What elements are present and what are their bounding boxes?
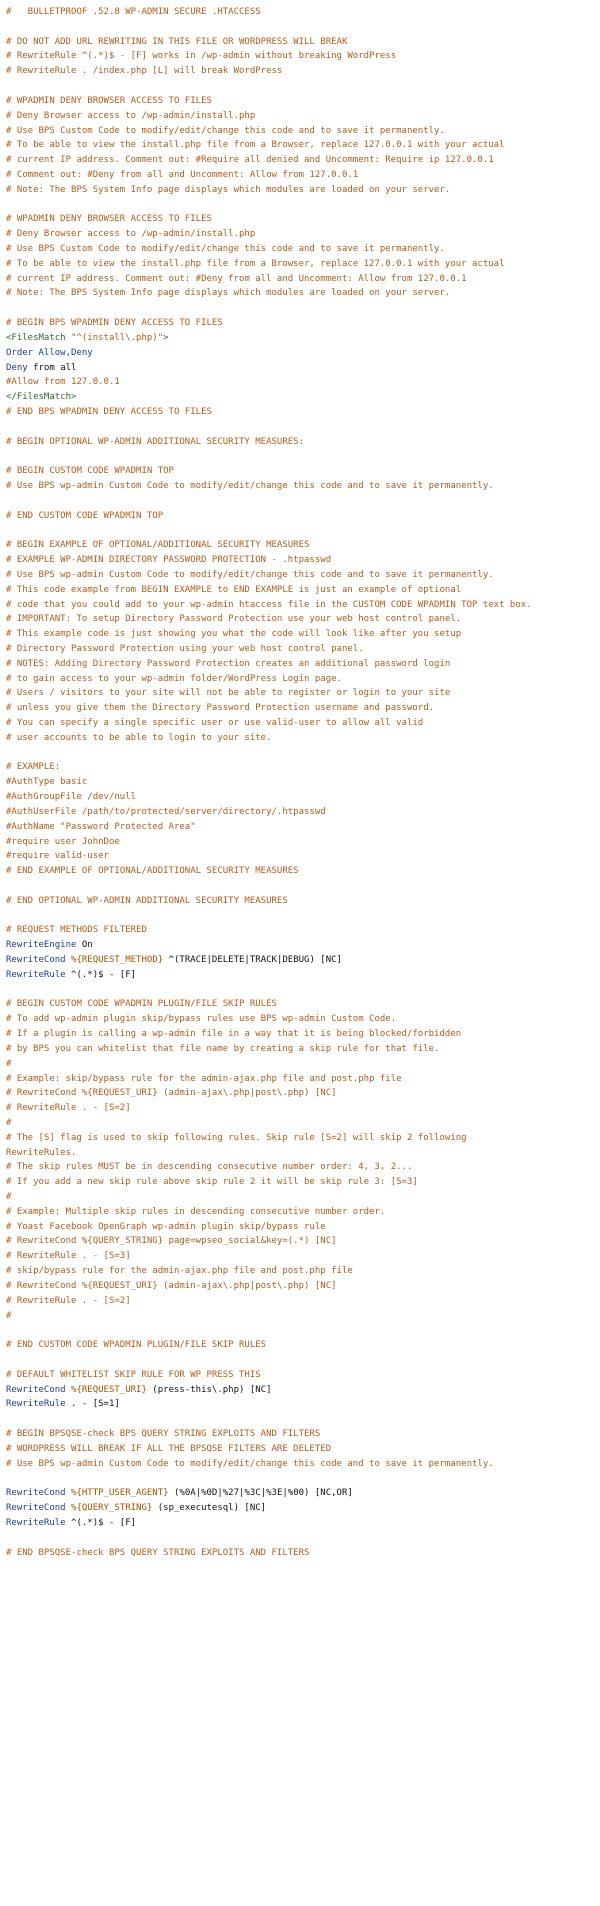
comment-token: # To be able to view the install.php file from a Browser, replace 127.0.0.1 with your actual bbox=[6, 258, 505, 269]
code-line bbox=[6, 1012, 600, 1027]
comment-token: # BEGIN CUSTOM CODE WPADMIN TOP bbox=[6, 466, 174, 477]
code-line bbox=[6, 449, 600, 464]
comment-token: # WPADMIN DENY BROWSER ACCESS TO FILES bbox=[6, 95, 212, 106]
code-line bbox=[6, 701, 600, 716]
comment-token: # Yoast Facebook OpenGraph wp-admin plugin skip/bypass rule bbox=[6, 1221, 326, 1232]
comment-token: # by BPS you can whitelist that file name by creating a skip rule for that file. bbox=[6, 1043, 440, 1054]
code-line bbox=[6, 1205, 600, 1220]
code-line bbox=[6, 509, 600, 524]
code-line bbox=[6, 124, 600, 139]
code-line bbox=[6, 109, 600, 124]
code-line bbox=[6, 1146, 600, 1161]
code-line bbox=[6, 1057, 600, 1072]
comment-token: #Allow from 127.0.0.1 bbox=[6, 377, 120, 388]
comment-token: # Deny Browser access to /wp-admin/install.php bbox=[6, 229, 256, 240]
comment-token: # END BPSQSE-check BPS QUERY STRING EXPLOITS AND FILTERS bbox=[6, 1547, 310, 1558]
code-line bbox=[6, 1427, 600, 1442]
code-line bbox=[6, 1116, 600, 1131]
code-line bbox=[6, 894, 600, 909]
code-line bbox=[6, 627, 600, 642]
code-line bbox=[6, 94, 600, 109]
comment-token: # current IP address. Comment out: #Deny from all and Uncomment: Allow from 127.0.0.1 bbox=[6, 273, 467, 284]
comment-token: # EXAMPLE WP-ADMIN DIRECTORY PASSWORD PROTECTION - .htpasswd bbox=[6, 555, 332, 566]
code-line bbox=[6, 835, 600, 850]
code-line bbox=[6, 968, 600, 983]
comment-token: # If you add a new skip rule above skip rule 2 it will be skip rule 3: [S=3] bbox=[6, 1177, 418, 1188]
code-line bbox=[6, 1190, 600, 1205]
comment-token: # To add wp-admin plugin skip/bypass rules use BPS wp-admin Custom Code. bbox=[6, 1014, 397, 1025]
code-line bbox=[6, 1086, 600, 1101]
comment-token: # RewriteRule . /index.php [L] will break WordPress bbox=[6, 66, 283, 77]
code-line bbox=[6, 420, 600, 435]
comment-token: # RewriteCond %{QUERY_STRING} page=wpseo_social&key=(.*) [NC] bbox=[6, 1236, 337, 1247]
code-line bbox=[6, 820, 600, 835]
comment-token: # code that you could add to your wp-admin htaccess file in the CUSTOM CODE WPADMIN TOP text box. bbox=[6, 599, 532, 610]
code-line bbox=[6, 1397, 600, 1412]
comment-token: # This code example from BEGIN EXAMPLE to END EXAMPLE is just an example of optional bbox=[6, 584, 462, 595]
code-line bbox=[6, 1249, 600, 1264]
comment-token: # Users / visitors to your site will not be able to register or login to your site bbox=[6, 688, 451, 699]
code-line bbox=[6, 1160, 600, 1175]
comment-token: #require valid-user bbox=[6, 851, 109, 862]
code-line bbox=[6, 523, 600, 538]
comment-token: # RewriteRule ^(.*)$ - [F] works in /wp-admin without breaking WordPress bbox=[6, 51, 397, 62]
comment-token: # RewriteRule . - [S=2] bbox=[6, 1103, 131, 1114]
code-line bbox=[6, 1264, 600, 1279]
code-line bbox=[6, 5, 600, 20]
code-line bbox=[6, 538, 600, 553]
code-line bbox=[6, 805, 600, 820]
directive-token: Deny bbox=[6, 362, 28, 373]
code-line bbox=[6, 272, 600, 287]
code-line bbox=[6, 953, 600, 968]
code-line bbox=[6, 553, 600, 568]
code-line bbox=[6, 1309, 600, 1324]
code-line bbox=[6, 64, 600, 79]
comment-token: # skip/bypass rule for the admin-ajax.php file and post.php file bbox=[6, 1266, 353, 1277]
comment-token: # WPADMIN DENY BROWSER ACCESS TO FILES bbox=[6, 214, 212, 225]
code-line bbox=[6, 35, 600, 50]
comment-token: # END CUSTOM CODE WPADMIN PLUGIN/FILE SKIP RULES bbox=[6, 1340, 267, 1351]
comment-token: # Deny Browser access to /wp-admin/install.php bbox=[6, 110, 256, 121]
comment-token: # Use BPS Custom Code to modify/edit/change this code and to save it permanently. bbox=[6, 244, 445, 254]
directive-token: RewriteRule bbox=[6, 969, 66, 980]
code-line bbox=[6, 1501, 600, 1516]
code-line bbox=[6, 1042, 600, 1057]
directive-token: RewriteCond bbox=[6, 1503, 66, 1514]
text-token: ^(.*)$ - [F] bbox=[65, 1517, 137, 1528]
variable-token: %{HTTP_USER_AGENT} bbox=[71, 1488, 169, 1499]
code-line bbox=[6, 923, 600, 938]
code-line bbox=[6, 79, 600, 94]
tag-token: <FilesMatch bbox=[6, 332, 72, 343]
code-line bbox=[6, 183, 600, 198]
text-token: (%0A|%0D|%27|%3C|%3E|%00) [NC,OR] bbox=[168, 1488, 353, 1499]
comment-token: # RewriteRule . - [S=2] bbox=[6, 1295, 131, 1306]
code-line bbox=[6, 1471, 600, 1486]
comment-token: # BEGIN EXAMPLE OF OPTIONAL/ADDITIONAL SECURITY MEASURES bbox=[6, 540, 310, 551]
code-line bbox=[6, 1457, 600, 1472]
code-line bbox=[6, 464, 600, 479]
code-line bbox=[6, 983, 600, 998]
comment-token: # END BPS WPADMIN DENY ACCESS TO FILES bbox=[6, 406, 212, 417]
comment-token: # EXAMPLE: bbox=[6, 762, 61, 773]
comment-token: # WORDPRESS WILL BREAK IF ALL THE BPSQSE FILTERS ARE DELETED bbox=[6, 1443, 332, 1454]
comment-token: # DEFAULT WHITELIST SKIP RULE FOR WP PRESS THIS bbox=[6, 1369, 261, 1380]
comment-token: # Use BPS wp-admin Custom Code to modify/edit/change this code and to save it permanently. bbox=[6, 481, 494, 491]
directive-token: RewriteRule bbox=[6, 1517, 66, 1528]
code-line bbox=[6, 257, 600, 272]
code-line bbox=[6, 598, 600, 613]
code-line bbox=[6, 227, 600, 242]
comment-token: # bbox=[6, 1058, 12, 1069]
code-line bbox=[6, 49, 600, 64]
code-line bbox=[6, 1101, 600, 1116]
comment-token: #AuthName "Password Protected Area" bbox=[6, 821, 196, 832]
code-line bbox=[6, 198, 600, 213]
code-line bbox=[6, 405, 600, 420]
comment-token: # bbox=[6, 1117, 12, 1128]
code-line bbox=[6, 1412, 600, 1427]
code-line bbox=[6, 1323, 600, 1338]
code-line bbox=[6, 686, 600, 701]
code-line bbox=[6, 1294, 600, 1309]
comment-token: # unless you give them the Directory Password Protection username and password. bbox=[6, 703, 435, 714]
code-line bbox=[6, 612, 600, 627]
directive-token: RewriteCond bbox=[6, 955, 66, 965]
variable-token: %{REQUEST_METHOD} bbox=[71, 955, 164, 965]
comment-token: # BEGIN CUSTOM CODE WPADMIN PLUGIN/FILE SKIP RULES bbox=[6, 999, 277, 1010]
directive-token: Order Allow,Deny bbox=[6, 347, 93, 358]
code-line bbox=[6, 435, 600, 450]
code-line bbox=[6, 1486, 600, 1501]
code-line bbox=[6, 775, 600, 790]
code-line bbox=[6, 879, 600, 894]
code-line bbox=[6, 864, 600, 879]
variable-token: %{REQUEST_URI} bbox=[71, 1384, 147, 1395]
comment-token: # RewriteCond %{REQUEST_URI} (admin-ajax\.php|post\.php) [NC] bbox=[6, 1280, 337, 1291]
code-line bbox=[6, 1353, 600, 1368]
comment-token: # END EXAMPLE OF OPTIONAL/ADDITIONAL SECURITY MEASURES bbox=[6, 866, 299, 877]
comment-token: # The skip rules MUST be in descending consecutive number order: 4, 3, 2... bbox=[6, 1162, 413, 1173]
code-line bbox=[6, 1175, 600, 1190]
directive-token: RewriteCond bbox=[6, 1488, 66, 1499]
code-line bbox=[6, 642, 600, 657]
comment-token: #AuthGroupFile /dev/null bbox=[6, 792, 137, 803]
code-line bbox=[6, 286, 600, 301]
code-line bbox=[6, 568, 600, 583]
comment-token: # The [S] flag is used to skip following rules. Skip rule [S=2] will skip 2 following bbox=[6, 1132, 467, 1143]
comment-token: RewriteRules. bbox=[6, 1147, 77, 1158]
code-line bbox=[6, 657, 600, 672]
code-line bbox=[6, 849, 600, 864]
code-line bbox=[6, 1338, 600, 1353]
code-line bbox=[6, 1442, 600, 1457]
code-line bbox=[6, 997, 600, 1012]
text-token: (sp_executesql) [NC] bbox=[152, 1503, 267, 1514]
comment-token: # Example: skip/bypass rule for the admin-ajax.php file and post.php file bbox=[6, 1073, 402, 1084]
code-line bbox=[6, 361, 600, 376]
code-line bbox=[6, 672, 600, 687]
code-line bbox=[6, 212, 600, 227]
tag-token: > bbox=[163, 332, 169, 343]
comment-token: # Note: The BPS System Info page displays which modules are loaded on your server. bbox=[6, 288, 451, 299]
comment-token: # Use BPS Custom Code to modify/edit/change this code and to save it permanently. bbox=[6, 125, 445, 136]
code-line bbox=[6, 479, 600, 494]
directive-token: RewriteRule bbox=[6, 1399, 66, 1410]
code-line bbox=[6, 346, 600, 361]
code-line bbox=[6, 1234, 600, 1249]
code-line bbox=[6, 494, 600, 509]
comment-token: # END CUSTOM CODE WPADMIN TOP bbox=[6, 510, 164, 521]
code-line bbox=[6, 316, 600, 331]
code-line bbox=[6, 242, 600, 257]
code-line bbox=[6, 1072, 600, 1087]
code-line bbox=[6, 390, 600, 405]
code-line bbox=[6, 1368, 600, 1383]
comment-token: # Use BPS wp-admin Custom Code to modify/edit/change this code and to save it permanently. bbox=[6, 1458, 494, 1469]
comment-token: #require user JohnDoe bbox=[6, 836, 120, 847]
comment-token: # user accounts to be able to login to your site. bbox=[6, 732, 272, 743]
variable-token: %{QUERY_STRING} bbox=[71, 1503, 153, 1514]
comment-token: # Directory Password Protection using your web host control panel. bbox=[6, 643, 364, 654]
comment-token: # Note: The BPS System Info page displays which modules are loaded on your server. bbox=[6, 184, 451, 195]
code-line bbox=[6, 1220, 600, 1235]
comment-token: # Example: Multiple skip rules in descending consecutive number order. bbox=[6, 1206, 386, 1217]
code-line bbox=[6, 168, 600, 183]
comment-token: # REQUEST METHODS FILTERED bbox=[6, 925, 147, 936]
code-line bbox=[6, 138, 600, 153]
text-token: ^(.*)$ - [F] bbox=[65, 969, 137, 980]
code-line bbox=[6, 1131, 600, 1146]
text-token: (press-this\.php) [NC] bbox=[146, 1384, 272, 1395]
code-line bbox=[6, 938, 600, 953]
comment-token: #AuthUserFile /path/to/protected/server/directory/.htpasswd bbox=[6, 806, 326, 817]
comment-token: # NOTES: Adding Directory Password Protection creates an additional password login bbox=[6, 658, 451, 669]
comment-token: # RewriteCond %{REQUEST_URI} (admin-ajax\.php|post\.php) [NC] bbox=[6, 1088, 337, 1099]
code-line bbox=[6, 1546, 600, 1561]
code-line bbox=[6, 790, 600, 805]
comment-token: # BEGIN BPS WPADMIN DENY ACCESS TO FILES bbox=[6, 318, 223, 329]
code-line bbox=[6, 746, 600, 761]
code-line bbox=[6, 1383, 600, 1398]
comment-token: # IMPORTANT: To setup Directory Password Protection use your web host control panel. bbox=[6, 614, 462, 625]
comment-token: # Comment out: #Deny from all and Uncomment: Allow from 127.0.0.1 bbox=[6, 169, 359, 180]
comment-token: # bbox=[6, 1192, 12, 1202]
directive-token: RewriteCond bbox=[6, 1384, 66, 1395]
tag-token: </FilesMatch> bbox=[6, 392, 77, 403]
code-line bbox=[6, 153, 600, 168]
code-line bbox=[6, 760, 600, 775]
comment-token: # DO NOT ADD URL REWRITING IN THIS FILE OR WORDPRESS WILL BREAK bbox=[6, 36, 348, 47]
code-line bbox=[6, 1279, 600, 1294]
text-token: from all bbox=[27, 362, 77, 373]
comment-token: # BEGIN OPTIONAL WP-ADMIN ADDITIONAL SECURITY MEASURES: bbox=[6, 436, 305, 447]
comment-token: # If a plugin is calling a wp-admin file in a way that it is being blocked/forbidden bbox=[6, 1029, 462, 1040]
comment-token: # You can specify a single specific user or use valid-user to allow all valid bbox=[6, 718, 424, 728]
code-line bbox=[6, 20, 600, 35]
text-token: ^(TRACE|DELETE|TRACK|DEBUG) [NC] bbox=[163, 955, 342, 965]
comment-token: # to gain access to your wp-admin folder/WordPress Login page. bbox=[6, 673, 342, 684]
comment-token: # RewriteRule . - [S=3] bbox=[6, 1251, 131, 1262]
comment-token: # This example code is just showing you what the code will look like after you setup bbox=[6, 629, 462, 640]
code-line bbox=[6, 1027, 600, 1042]
code-line bbox=[6, 301, 600, 316]
comment-token: # BEGIN BPSQSE-check BPS QUERY STRING EXPLOITS AND FILTERS bbox=[6, 1429, 321, 1439]
code-line bbox=[6, 583, 600, 598]
code-line bbox=[6, 375, 600, 390]
text-token: On bbox=[76, 940, 93, 951]
directive-token: RewriteEngine bbox=[6, 940, 77, 951]
code-line bbox=[6, 716, 600, 731]
text-token: . - [S=1] bbox=[65, 1399, 120, 1410]
code-line bbox=[6, 331, 600, 346]
comment-token: # bbox=[6, 1310, 12, 1321]
code-line bbox=[6, 1516, 600, 1531]
comment-token: #AuthType basic bbox=[6, 777, 88, 788]
code-line bbox=[6, 909, 600, 924]
comment-token: # END OPTIONAL WP-ADMIN ADDITIONAL SECURITY MEASURES bbox=[6, 895, 288, 906]
comment-token: # BULLETPROOF .52.8 WP-ADMIN SECURE .HTACCESS bbox=[6, 7, 261, 17]
comment-token: "^(install\.php)" bbox=[71, 332, 164, 343]
comment-token: # To be able to view the install.php file from a Browser, replace 127.0.0.1 with your actual bbox=[6, 140, 505, 151]
code-line bbox=[6, 731, 600, 746]
comment-token: # Use BPS wp-admin Custom Code to modify/edit/change this code and to save it permanently. bbox=[6, 569, 494, 580]
comment-token: # current IP address. Comment out: #Require all denied and Uncomment: Require ip 127.0.0.1 bbox=[6, 155, 494, 166]
code-line bbox=[6, 1531, 600, 1546]
